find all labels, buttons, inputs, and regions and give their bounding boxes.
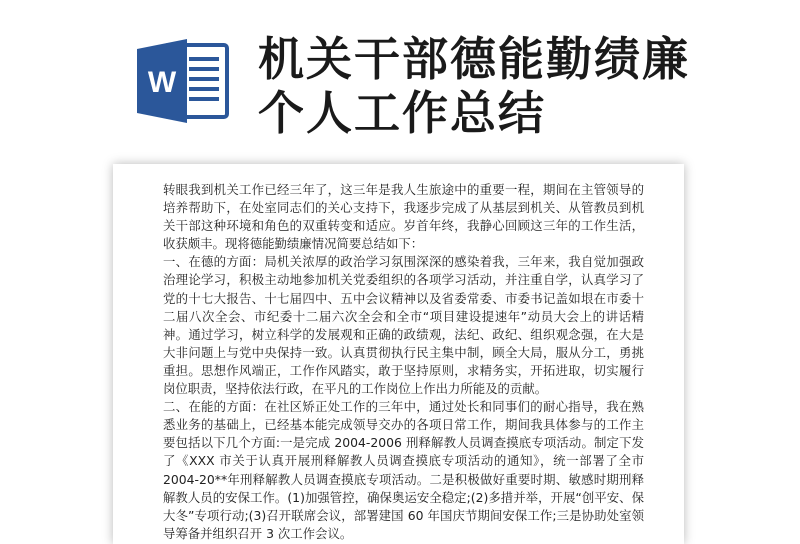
paragraph-intro: 转眼我到机关工作已经三年了，这三年是我人生旅途中的重要一程，期间在主管领导的培养帮助下，在处室同志们的关心支持下，我逐步完成了从基层到机关、从管教员到机关干部这种环境和角色的双重转变和适应。岁首年终，我静心回顾这三年的工作生活，收获颇丰。现将德能勤绩廉情况简要总结如下： <box>163 182 644 252</box>
paragraph-de: 一、在德的方面：局机关浓厚的政治学习氛围深深的感染着我，三年来，我自觉加强政治理论学习，积极主动地参加机关党委组织的各项学习活动，并注重自学，认真学习了党的十七大报告、十七届四中、五中会议精神以及省委常委、市委书记盖如垠在市委十二届八次全会、市纪委十二届六次全会和全市“项目建设提速年”动员大会上的讲话精神。通过学习，树立科学的发展观和正确的政绩观，法纪、政纪、组织观念强，在大是大非问题上与党中央保持一致。认真贯彻执行民主集中制，顾全大局，服从分工，勇挑重担。思想作风端正，工作作风踏实，敢于坚持原则，求精务实，开拓进取，切实履行岗位职责，坚持依法行政，在平凡的工作岗位上作出力所能及的贡献。 <box>163 254 644 397</box>
header <box>0 0 800 160</box>
title-line-1: 机关干部德能勤绩廉 <box>258 32 690 86</box>
document-body <box>163 181 644 543</box>
document-title <box>258 32 778 140</box>
paragraph-neng: 二、在能的方面：在社区矫正处工作的三年中，通过处长和同事们的耐心指导，我在熟悉业务的基础上，已经基本能完成领导交办的各项日常工作，期间我具体参与的工作主要包括以下几个方面:一是完成 2004-2006 刑释解教人员调查摸底专项活动。制定下发了《XXX 市关于认真开展刑释解教人员调查摸底专项活动的通知》，统一部署了全市 2004-20**年刑释解教人员调查摸底专项活动。二是积极做好重要时期、敏感时期刑释解教人员的安保工作。(1)加强管控，确保奥运安全稳定;(2)多措并举，开展“创平安、保大冬”专项行动;(3)召开联席会议，部署建国 60 年国庆节期间安保工作;三是协助处室领导筹备并组织召开 3 次工作会议。 <box>163 399 644 541</box>
word-doc-icon <box>135 37 231 125</box>
svg-text:W: W <box>147 66 177 99</box>
title-line-2: 个人工作总结 <box>258 86 546 140</box>
document-page <box>113 164 684 544</box>
